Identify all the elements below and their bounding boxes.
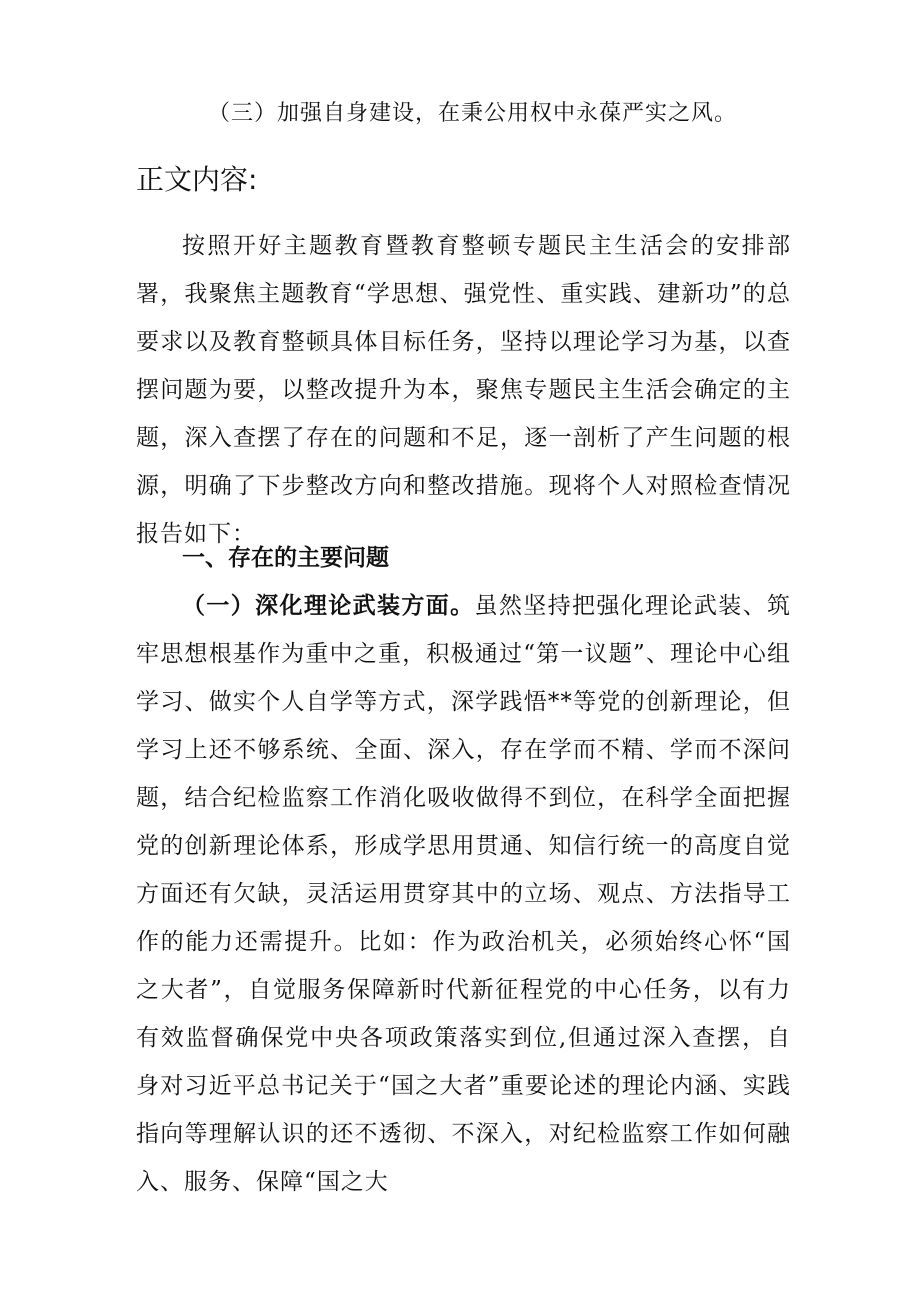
section-heading: 正文内容: (136, 163, 258, 196)
subsection-text: 虽然坚持把强化理论武装、筑牢思想根基作为重中之重，积极通过“第一议题”、理论中心组学习、做实个人自学等方式，深学践悟**等党的创新理论，但学习上还不够系统、全面、深入，存在学而不精、学而不深问题，结合纪检监察工作消化吸收做得不到位，在科学全面把握党的创新理论体系，形成学思用贯通、知信行统一的高度自觉方面还有欠缺，灵活运用贯穿其中的立场、观点、方法指导工作的能力还需提升。比如：作为政治机关，必须始终心怀“国之大者”，自觉服务保障新时代新征程党的中心任务，以有力有效监督确保党中央各项政策落实到位,但通过深入查摆，自身对习近平总书记关于“国之大者”重要论述的理论内涵、实践指向等理解认识的还不透彻、不深入，对纪检监察工作如何融入、服务、保障“国之大 (136, 593, 791, 1195)
intro-paragraph: 按照开好主题教育暨教育整顿专题民主生活会的安排部署，我聚焦主题教育“学思想、强党性、重实践、建新功”的总要求以及教育整顿具体目标任务，坚持以理论学习为基，以查摆问题为要，以整改提升为本，聚焦专题民主生活会确定的主题，深入查摆了存在的问题和不足，逐一剖析了产生问题的根源，明确了下步整改方向和整改措施。现将个人对照检查情况报告如下： (136, 233, 791, 547)
subsection-lead: （一）深化理论武装方面。 (182, 593, 475, 619)
heading-existing-problems: 一、存在的主要问题 (182, 545, 389, 571)
subsection-theory-paragraph (136, 582, 791, 1206)
outline-item: （三）加强自身建设，在秉公用权中永葆严实之风。 (208, 101, 738, 126)
